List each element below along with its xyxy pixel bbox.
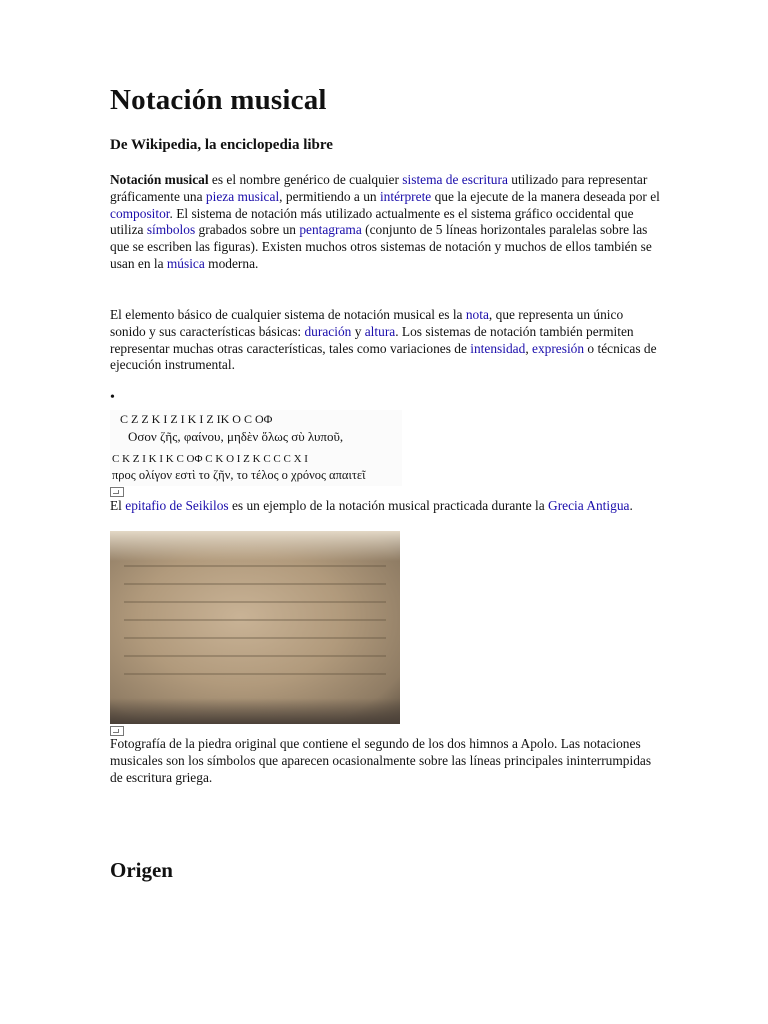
inscription-line <box>124 655 386 657</box>
seikilos-notation-image[interactable] <box>110 410 402 486</box>
inscription-line <box>124 637 386 639</box>
element-paragraph <box>110 307 662 374</box>
text: . El sistema de notación más utilizado actualmente es el sistema gráfico occidental que utiliza <box>110 205 634 238</box>
inscription-line <box>124 619 386 621</box>
link-sistema-de-escritura[interactable]: sistema de escritura <box>402 172 508 187</box>
text: El <box>110 498 126 513</box>
link-nota[interactable]: nota <box>465 307 489 322</box>
text: es el nombre genérico de cualquier <box>208 172 403 187</box>
intro-paragraph <box>110 172 662 273</box>
notation-line-1: C Z Z K I Z I K I Z IK O C OΦ <box>120 412 273 426</box>
inscription-line <box>124 673 386 675</box>
text: es un ejemplo de la notación musical practicada durante la <box>228 498 549 513</box>
stone-photo[interactable] <box>110 531 400 724</box>
link-simbolos[interactable]: símbolos <box>146 222 196 238</box>
text: utilizado para representar gráficamente una <box>110 172 648 204</box>
link-duracion[interactable]: duración <box>304 323 352 339</box>
term-bold: Notación musical <box>110 172 209 187</box>
caption-stone: Fotografía de la piedra original que contiene el segundo de los dos himnos a Apolo. Las notaciones musicales son los símbolos que aparecen ocasionalmente sobre las líneas principales ininterrumpidas de escritura griega. <box>110 736 652 785</box>
link-altura[interactable]: altura <box>364 323 396 339</box>
stone-shadow <box>110 698 400 724</box>
text: . Los sistemas de notación también permiten representar muchas otras características, tales como variaciones de <box>110 323 634 356</box>
link-interprete[interactable]: intérprete <box>379 188 432 204</box>
page-title: Notación musical <box>110 84 327 116</box>
magnify-icon[interactable] <box>110 487 124 497</box>
link-pentagrama[interactable]: pentagrama <box>299 222 362 238</box>
text: o técnicas de ejecución instrumental. <box>110 340 657 373</box>
notation-line-3: C K Z I K I K C OΦ C K O I Z K C C C X I <box>112 453 308 465</box>
link-epitafio-de-seikilos[interactable]: epitafio de Seikilos <box>125 498 229 513</box>
link-pieza-musical[interactable]: pieza musical <box>205 188 280 204</box>
text: , <box>525 340 533 356</box>
link-intensidad[interactable]: intensidad <box>470 340 526 356</box>
stone-top-edge <box>110 531 400 561</box>
caption-seikilos <box>110 498 662 515</box>
list-bullet: • <box>110 390 115 405</box>
notation-line-4: προς ολίγον εστὶ το ζῆν, το τέλος ο χρόνος απαιτεῖ <box>112 468 366 482</box>
link-expresion[interactable]: expresión <box>532 340 585 356</box>
link-musica[interactable]: música <box>166 255 205 271</box>
link-compositor[interactable]: compositor <box>110 205 170 221</box>
inscription-line <box>124 565 386 567</box>
text: grabados sobre un <box>195 222 300 238</box>
text: , permitiendo a un <box>279 188 380 204</box>
text: . <box>629 498 633 513</box>
page-subtitle: De Wikipedia, la enciclopedia libre <box>110 137 333 153</box>
text: moderna. <box>204 255 259 271</box>
magnify-icon[interactable] <box>110 726 124 736</box>
notation-line-2: Οσον ζῆς, φαίνου, μηδὲν ὅλως σὺ λυποῦ, <box>128 429 344 444</box>
text: que la ejecute de la manera deseada por el <box>431 188 660 204</box>
inscription-line <box>124 583 386 585</box>
section-heading-origen: Origen <box>110 858 173 882</box>
text: El elemento básico de cualquier sistema de notación musical es la <box>110 307 466 322</box>
text: , que representa un único sonido y sus características básicas: <box>110 307 624 339</box>
text: y <box>351 323 365 339</box>
link-grecia-antigua[interactable]: Grecia Antigua <box>548 498 630 513</box>
text: (conjunto de 5 líneas horizontales paralelas sobre las que se escriben las figuras). Existen muchos otros sistemas de notación y muchos de ellos también se usan en la <box>110 222 652 271</box>
inscription-line <box>124 601 386 603</box>
